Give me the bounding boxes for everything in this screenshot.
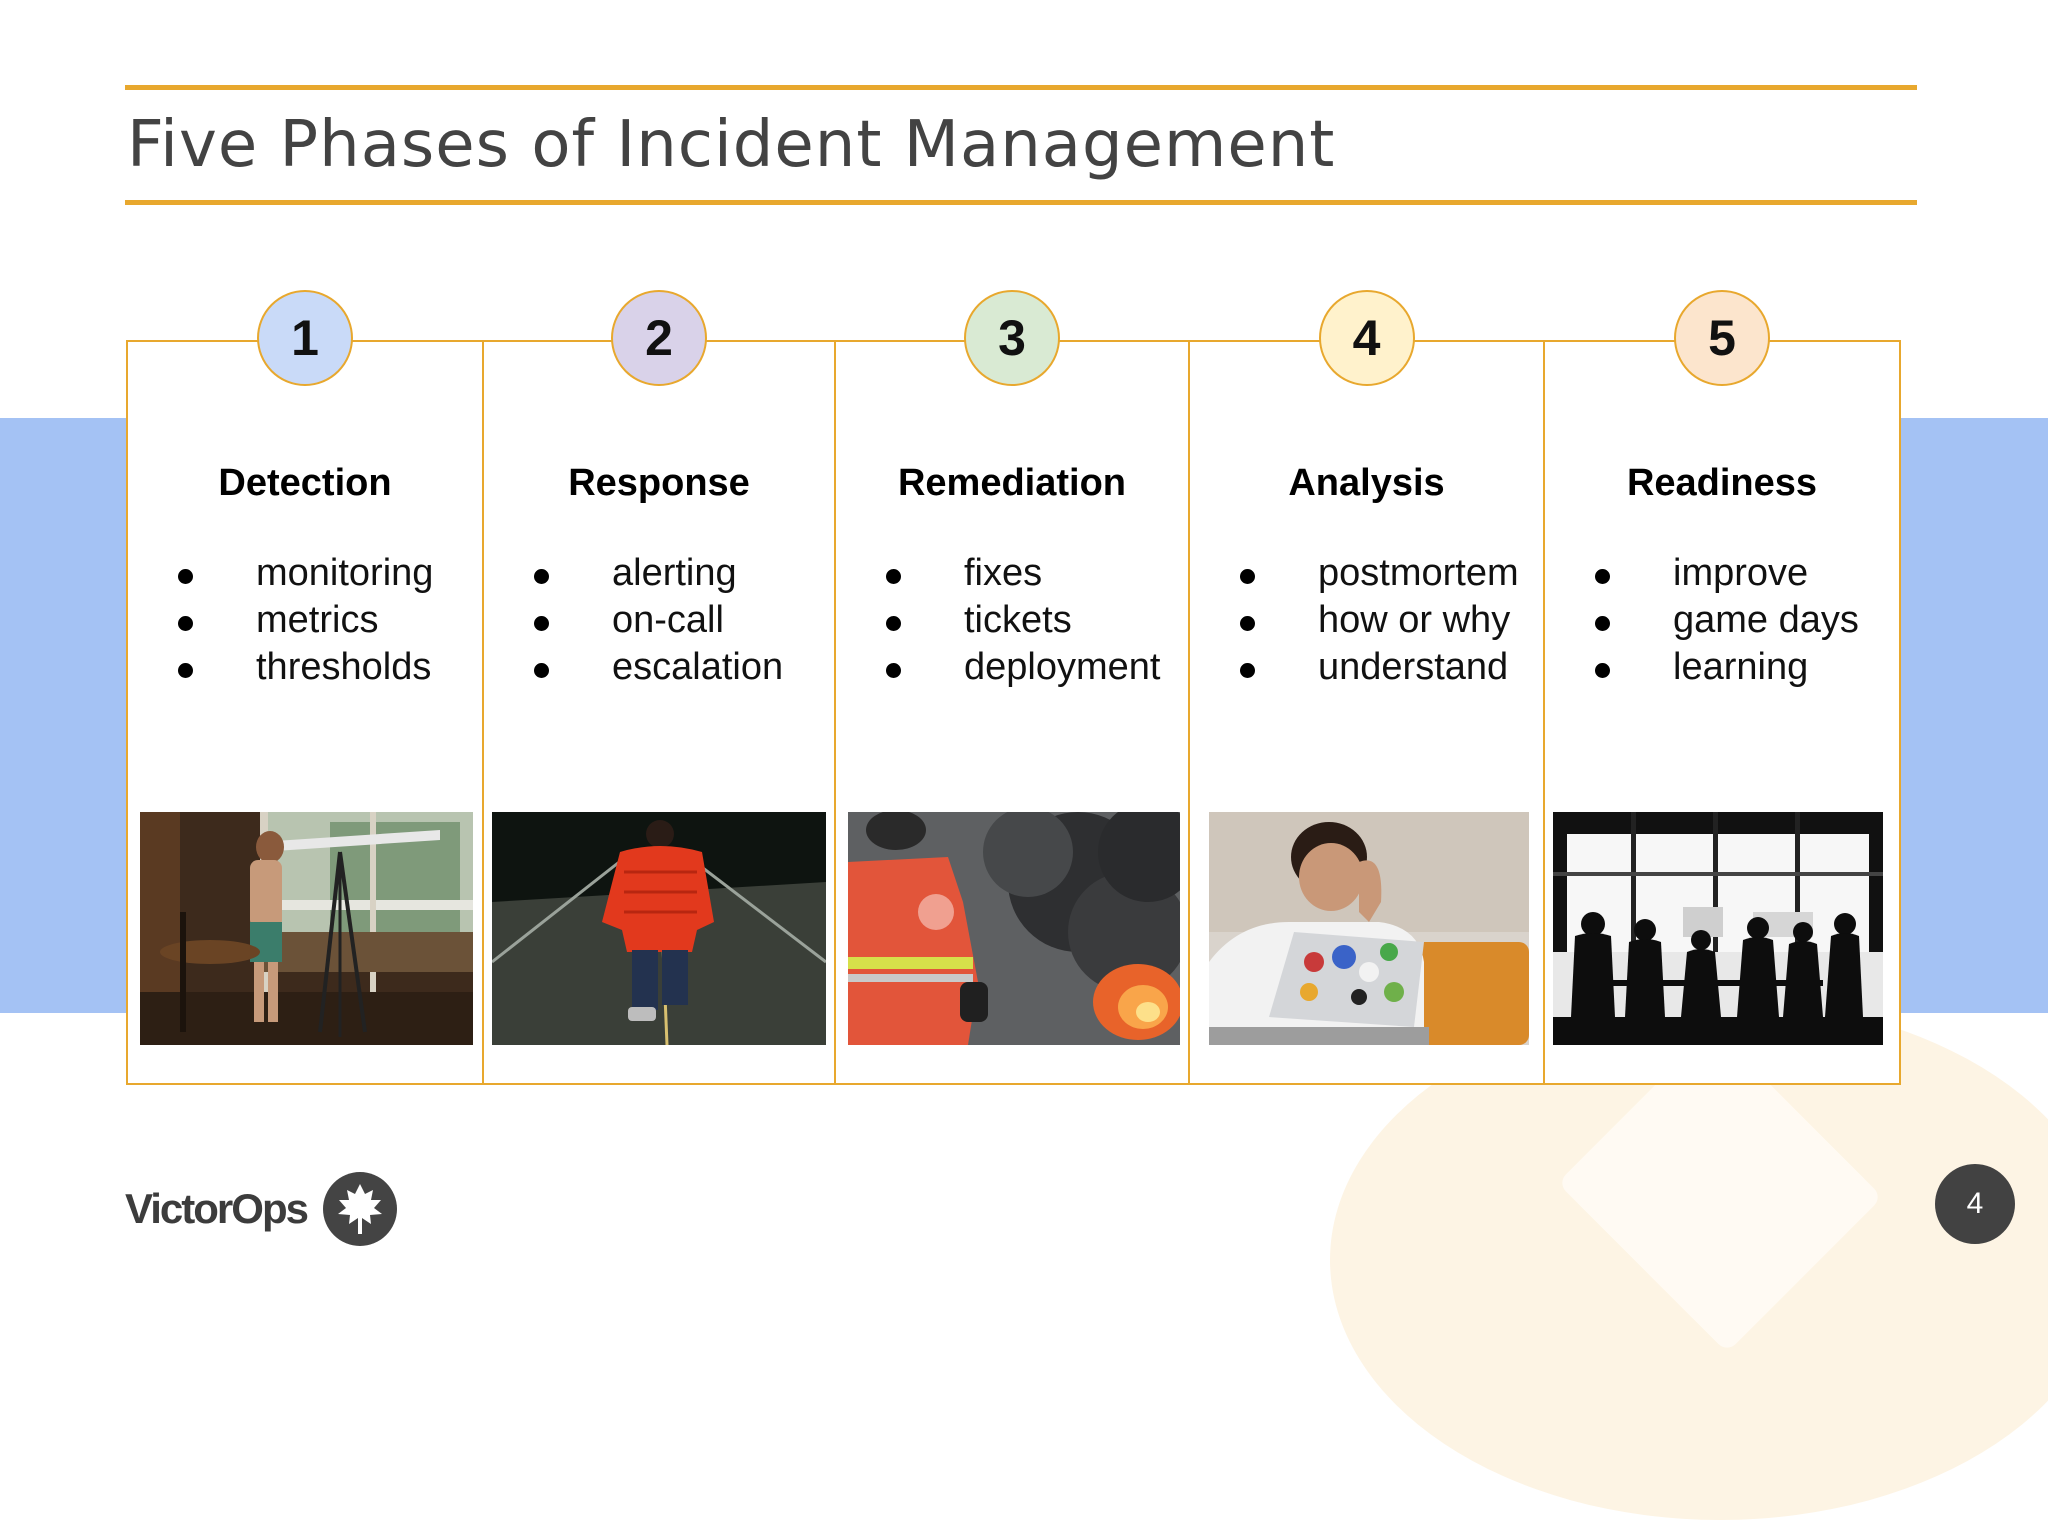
bullet-item: how or why [1234,597,1519,644]
leaf-logo-icon [323,1172,397,1246]
victorops-logo [125,1172,397,1246]
phase-title: Analysis [1288,462,1445,504]
bullet-item: improve [1589,550,1859,597]
title-rule-top [125,85,1917,90]
phase-bullet-list [528,550,783,691]
background-band-left [0,418,130,1013]
bullet-item: learning [1589,644,1859,691]
phase-bullet-list [1234,550,1519,691]
phase-column-response [482,310,834,1083]
page-number-badge: 4 [1935,1164,2015,1244]
photo-team-silhouettes [1553,812,1883,1045]
bullet-item: monitoring [172,550,433,597]
phase-number-badge: 5 [1674,290,1770,386]
phase-column-readiness [1543,310,1899,1083]
background-band-right [1900,418,2048,1013]
phase-number-badge: 4 [1319,290,1415,386]
phase-bullet-list [172,550,433,691]
photo-firefighter [848,812,1180,1045]
bullet-item: escalation [528,644,783,691]
phase-column-detection [128,310,482,1083]
bullet-item: deployment [880,644,1160,691]
bullet-item: game days [1589,597,1859,644]
slide-title: Five Phases of Incident Management [127,108,1336,182]
bullet-item: tickets [880,597,1160,644]
phase-bullet-list [880,550,1160,691]
phase-column-analysis [1188,310,1543,1083]
phase-title: Remediation [897,462,1127,504]
phase-number-badge: 1 [257,290,353,386]
phase-title: Response [568,462,750,504]
bullet-item: understand [1234,644,1519,691]
phase-column-remediation [834,310,1188,1083]
title-rule-bottom [125,200,1917,205]
bullet-item: postmortem [1234,550,1519,597]
phases-table [126,310,1901,1085]
logo-wordmark: VictorOps [125,1185,307,1232]
photo-telescope-child [140,812,473,1045]
bullet-item: metrics [172,597,433,644]
phase-title: Detection [218,462,392,504]
phase-number-badge: 3 [964,290,1060,386]
bullet-item: thresholds [172,644,433,691]
phase-number-badge: 2 [611,290,707,386]
phase-title: Readiness [1626,462,1818,504]
bullet-item: on-call [528,597,783,644]
photo-frustrated-developer [1209,812,1529,1045]
bullet-item: alerting [528,550,783,597]
photo-runner-road [492,812,826,1045]
phase-bullet-list [1589,550,1859,691]
bullet-item: fixes [880,550,1160,597]
